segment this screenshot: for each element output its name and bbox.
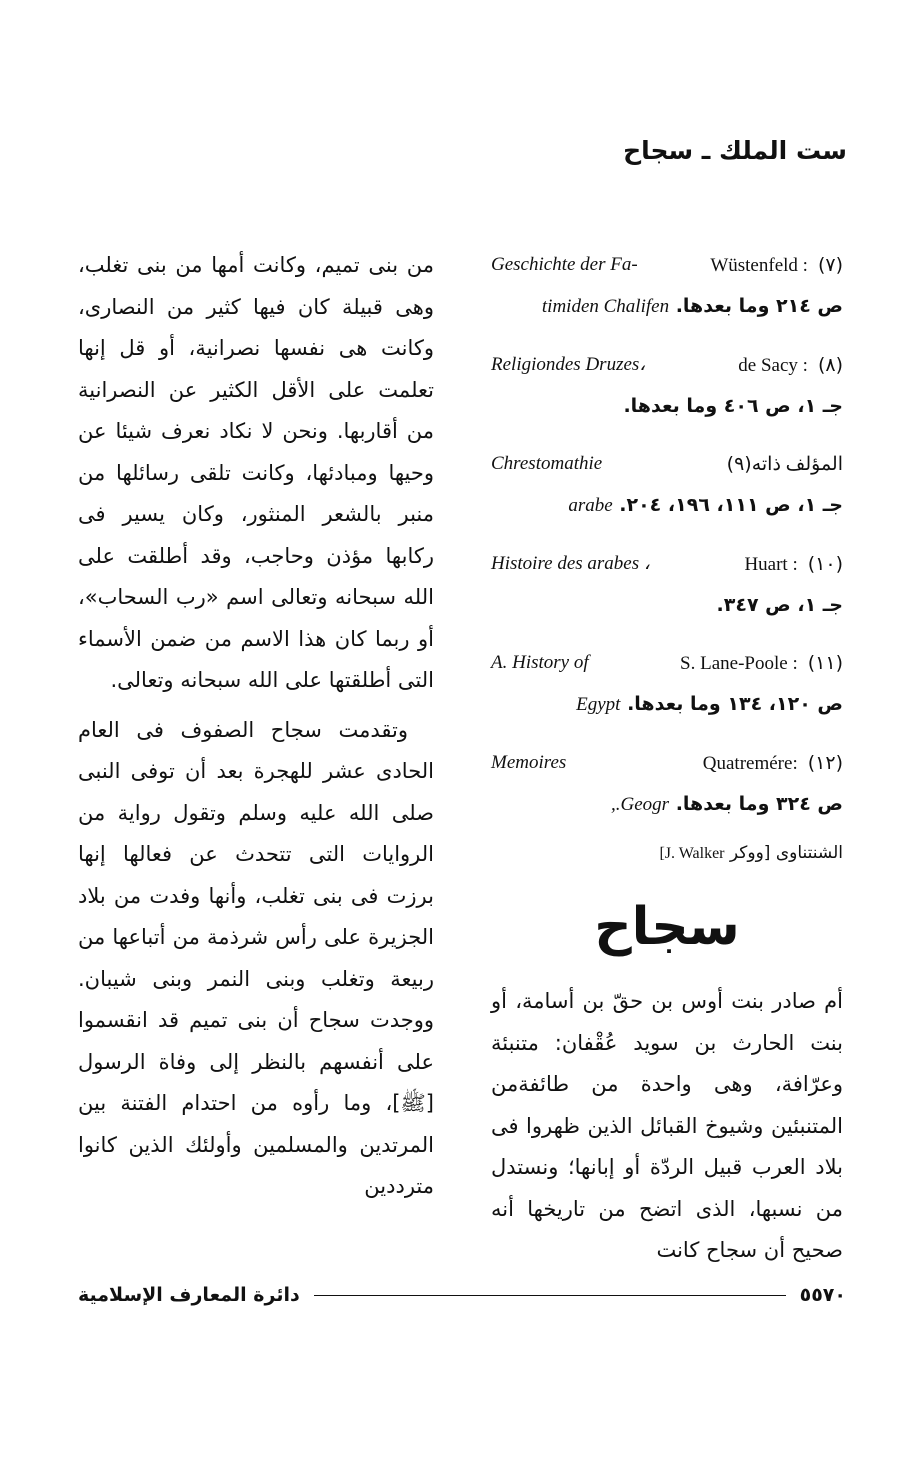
publication-name: دائرة المعارف الإسلامية — [78, 1284, 300, 1306]
left-column — [78, 245, 434, 1208]
reference-title-continued: Egypt — [576, 694, 621, 715]
reference-number: (١٠) — [807, 553, 843, 575]
page-footer — [78, 1280, 846, 1310]
entry-paragraph: من بنى تميم، وكانت أمها من بنى تغلب، وهى قبيلة كان فيها كثير من النصارى، وكانت هى نفسها نصرانية، أو قل إنها تعلمت على الأقل الكثير عن النصرانية من أقاربها. ونحن لا نكاد نعرف شيئا عن وحيها ومبادئها، وكانت تلقى رسائلها من منبر بالشعر المنثور، وكان يسير فى ركابها مؤذن وحاجب، وقد أطلقت على الله سبحانه وتعالى اسم «رب السحاب»، أو ربما كان هذا الاسم من ضمن الأسماء التى أطلقتها على الله سبحانه وتعالى. — [78, 253, 434, 692]
reference-item — [491, 345, 843, 426]
reference-author-group — [738, 345, 843, 386]
reference-title: A. History of — [491, 652, 589, 673]
reference-location — [491, 684, 843, 725]
reference-title-continued: Geogr., — [611, 794, 670, 815]
reference-location — [491, 585, 843, 625]
entry-paragraph: وتقدمت سجاح الصفوف فى العام الحادى عشر للهجرة بعد أن توفى النبى صلى الله عليه وسلم وتقول رواية من الروايات التى تتحدث عن فعالها إنها برزت فى بنى تغلب، وأنها وفدت من بلاد الجزيرة على رأس شرذمة من أتباعها من ربيعة وتغلب وبنى النمر وبنى شيبان. ووجدت سجاح أن بنى تميم قد انقسموا على أنفسهم بالنظر إلى وفاة الرسول [ﷺ]، وما رأوه من احتدام الفتنة بين المرتدين والمسلمين وأولئك الذين كانوا مترددين — [78, 717, 434, 1198]
reference-item — [491, 245, 843, 327]
reference-line — [491, 245, 843, 286]
article-author — [491, 843, 843, 863]
right-column — [491, 245, 843, 1272]
reference-item — [491, 643, 843, 725]
reference-title-continued: arabe — [568, 495, 613, 516]
page-number: ٥٥٧٠ — [799, 1284, 846, 1306]
article-author-name: الشنتناوى [ووكر — [729, 843, 843, 863]
footer-rule — [314, 1295, 786, 1296]
reference-line — [491, 643, 843, 684]
reference-author: المؤلف ذاته — [751, 454, 843, 475]
reference-item — [491, 544, 843, 625]
reference-line — [491, 345, 843, 386]
reference-author: Wüstenfeld : — [710, 255, 808, 276]
reference-location — [491, 386, 843, 426]
running-header: ست الملك ـ سجاح — [623, 136, 847, 165]
entry-body-right — [491, 981, 843, 1272]
reference-pages: ص ٢١٤ وما بعدها. — [675, 295, 843, 317]
reference-pages: جـ ١، ص ٤٠٦ وما بعدها. — [623, 395, 843, 417]
reference-author: S. Lane-Poole : — [680, 653, 798, 674]
reference-number: (١١) — [807, 652, 843, 674]
entry-paragraph: أم صادر بنت أوس بن حقّ بن أسامة، أو بنت الحارث بن سويد عُقْفان: متنبئة وعرّافة، وهى واحدة من طائفةمن المتنبئين وشيوخ القبائل الذين ظهروا فى بلاد العرب قبيل الردّة أو إبانها؛ ونستدل من نسبها، الذى اتضح من تاريخها أنه صحيح أن سجاح كانت — [491, 989, 843, 1262]
reference-title: Memoires — [491, 752, 567, 773]
reference-author-group — [710, 245, 843, 286]
entry-title: سجاح — [594, 897, 740, 957]
reference-title: Geschichte der Fa- — [491, 254, 638, 275]
reference-line — [491, 743, 843, 784]
reference-title: Religiondes Druzes، — [491, 354, 646, 375]
reference-author-group — [717, 444, 843, 485]
reference-number: (٩) — [726, 453, 752, 475]
reference-pages: جـ ١، ص ٣٤٧. — [716, 594, 843, 616]
reference-item — [491, 444, 843, 526]
reference-pages: جـ ١، ص ١١١، ١٩٦، ٢٠٤. — [619, 494, 843, 516]
reference-line — [491, 544, 843, 585]
reference-location — [491, 485, 843, 526]
article-author-latin: J. Walker] — [659, 845, 725, 862]
reference-author-group — [703, 743, 843, 784]
reference-number: (٨) — [817, 354, 843, 376]
reference-pages: ص ٣٢٤ وما بعدها. — [675, 793, 843, 815]
reference-title: Chrestomathie — [491, 453, 603, 474]
reference-number: (٧) — [817, 254, 843, 276]
reference-author: de Sacy : — [738, 355, 808, 376]
reference-number: (١٢) — [807, 752, 843, 774]
reference-location — [491, 784, 843, 825]
reference-pages: ص ١٢٠، ١٣٤ وما بعدها. — [627, 693, 843, 715]
references-list — [491, 245, 843, 825]
reference-author-group — [744, 544, 843, 585]
reference-author: Quatremére: — [702, 753, 798, 774]
reference-author-group — [680, 643, 843, 684]
reference-title: Histoire des arabes ، — [491, 553, 651, 574]
reference-author: Huart : — [744, 554, 798, 575]
reference-location — [491, 286, 843, 327]
reference-title-continued: timiden Chalifen — [541, 296, 670, 317]
reference-line — [491, 444, 843, 485]
reference-item — [491, 743, 843, 825]
